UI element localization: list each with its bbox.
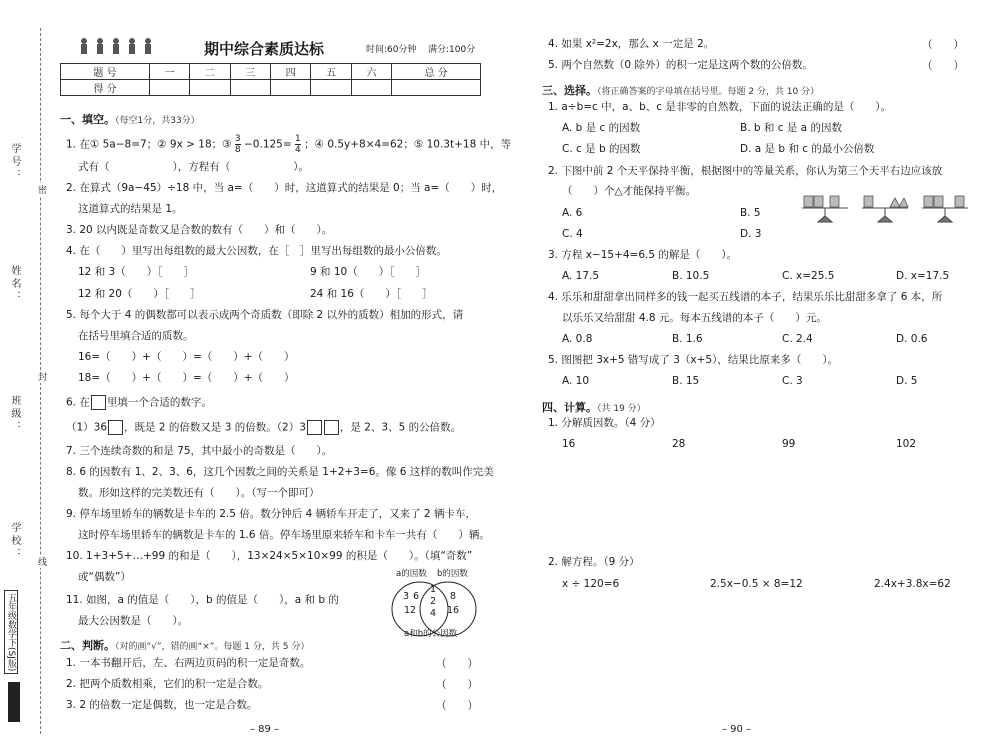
factor-number: 102 <box>896 438 917 450</box>
venn-value: 1 <box>430 584 437 595</box>
section-title: 一、填空。 <box>60 113 115 126</box>
section-2-heading <box>60 634 309 653</box>
page-number: – 90 – <box>722 724 752 735</box>
table-cell: 五 <box>311 64 351 80</box>
score-input-cell[interactable] <box>351 80 391 96</box>
question-6-line1 <box>66 395 212 410</box>
option-b[interactable]: B. 1.6 <box>672 333 703 345</box>
option-c[interactable]: C. 2.4 <box>782 333 813 345</box>
option-b[interactable]: B. 10.5 <box>672 270 710 282</box>
section-note: （共 19 分） <box>597 404 646 414</box>
option-a[interactable]: A. 10 <box>562 375 590 387</box>
seal-char-mi: 密 <box>36 185 46 194</box>
question-text: （1）36 <box>66 421 108 434</box>
school-label: 学校： <box>9 522 20 561</box>
question-text: 里填一个合适的数字。 <box>106 396 212 409</box>
answer-paren[interactable]: （ ） <box>436 679 478 691</box>
judge-question-4: 4. 如果 x²=2x，那么 x 一定是 2。 <box>548 38 715 50</box>
fraction-denominator: 4 <box>295 145 301 155</box>
score-input-cell[interactable] <box>190 80 230 96</box>
venn-value: 6 <box>413 591 420 602</box>
equation: 2.4x+3.8x=62 <box>874 578 951 590</box>
calc-question-2: 2. 解方程。（9 分） <box>548 556 640 568</box>
question-4-line1: 4. 在（ ）里写出每组数的最大公因数，在［ ］里写出每组数的最小公倍数。 <box>66 245 447 257</box>
page-number: – 89 – <box>250 724 280 735</box>
score-input-cell[interactable] <box>392 80 481 96</box>
option-b[interactable]: B. 15 <box>672 375 700 387</box>
question-5-line4: 18=（ ）+（ ）=（ ）+（ ） <box>78 372 295 384</box>
answer-box[interactable] <box>324 420 339 435</box>
answer-paren[interactable]: （ ） <box>922 60 964 72</box>
score-table <box>60 63 481 96</box>
option-b[interactable]: B. b 和 c 是 a 的因数 <box>740 122 842 134</box>
exam-score: 满分:100分 <box>428 45 476 55</box>
section-note: （每空1分，共33分） <box>115 116 200 126</box>
score-input-cell[interactable] <box>270 80 310 96</box>
option-d[interactable]: D. 0.6 <box>896 333 928 345</box>
venn-value: 3 <box>403 591 410 602</box>
table-cell: 四 <box>270 64 310 80</box>
class-label: 班级： <box>9 395 20 434</box>
choice-question-2-line2: （ ）个△才能保持平衡。 <box>562 185 697 197</box>
question-9-line2: 这时停车场里轿车的辆数是卡车的 1.6 倍。停车场里原来轿车和卡车一共有（ ）辆。 <box>78 529 490 541</box>
option-a[interactable]: A. 17.5 <box>562 270 600 282</box>
name-label: 姓名： <box>9 265 20 304</box>
answer-box[interactable] <box>108 420 123 435</box>
question-8-line1: 8. 6 的因数有 1、2、3、6，这几个因数之间的关系是 1+2+3=6。像 6 这样的数叫作完美 <box>66 466 494 478</box>
section-title: 三、选择。 <box>542 84 597 97</box>
choice-question-2-line1: 2. 下图中前 2 个天平保持平衡，根据图中的等量关系，你认为第三个天平右边应该放 <box>548 165 943 177</box>
choice-question-4-line2: 以乐乐又给甜甜 4.8 元。每本五线谱的本子（ ）元。 <box>562 312 827 324</box>
judge-question-2: 2. 把两个质数相乘，它们的积一定是合数。 <box>66 678 269 690</box>
venn-value: 16 <box>447 605 460 616</box>
option-c[interactable]: C. 3 <box>782 375 803 387</box>
section-3-heading <box>542 79 819 98</box>
question-6-line2 <box>66 420 461 435</box>
venn-label-a: a的因数 <box>396 569 427 579</box>
question-4-item: 24 和 16（ ）［ ］ <box>310 288 433 300</box>
judge-question-5: 5. 两个自然数（0 除外）的积一定是这两个数的公倍数。 <box>548 59 813 71</box>
section-title: 二、判断。 <box>60 639 115 652</box>
question-text: ；④ 0.5y+8×4=62；⑤ 10.3t+18 中，等 <box>304 138 512 151</box>
page-title: 期中综合素质达标 <box>204 40 325 58</box>
binding-margin <box>0 0 48 754</box>
section-title: 四、计算。 <box>542 401 597 414</box>
fraction-denominator: 8 <box>234 145 241 155</box>
factor-number: 16 <box>562 438 576 450</box>
option-d[interactable]: D. 3 <box>740 228 762 240</box>
question-2-line2: 这道算式的结果是 1。 <box>78 203 183 215</box>
question-4-item: 12 和 3（ ）［ ］ <box>78 266 194 278</box>
table-cell: 二 <box>190 64 230 80</box>
score-input-cell[interactable] <box>149 80 189 96</box>
calc-question-1: 1. 分解质因数。（4 分） <box>548 417 661 429</box>
fraction <box>295 134 301 155</box>
fraction-numerator: 1 <box>295 134 301 144</box>
option-d[interactable]: D. 5 <box>896 375 918 387</box>
fraction <box>235 134 241 155</box>
table-cell: 三 <box>230 64 270 80</box>
question-7: 7. 三个连续奇数的和是 75，其中最小的奇数是（ ）。 <box>66 445 333 457</box>
choice-question-5: 5. 图图把 3x+5 错写成了 3（x+5），结果比原来多（ ）。 <box>548 354 839 366</box>
question-text: 1. 在① 5a−8=7；② 9x > 18；③ <box>66 138 232 151</box>
choice-question-3: 3. 方程 x−15+4=6.5 的解是（ ）。 <box>548 249 738 261</box>
question-10-line2: 或“偶数”） <box>78 571 131 583</box>
question-11-line2: 最大公因数是（ ）。 <box>78 615 189 627</box>
section-note: （对的画“√”，错的画“×”。每题 1 分，共 5 分） <box>115 642 310 652</box>
student-number-label: 学号： <box>9 143 20 182</box>
section-note: （将正确答案的字母填在括号里。每题 2 分，共 10 分） <box>597 87 820 97</box>
option-d[interactable]: D. x=17.5 <box>896 270 950 282</box>
venn-label-b: b的因数 <box>437 569 468 579</box>
exam-time: 时间:60分钟 <box>366 45 417 55</box>
choice-question-4-line1: 4. 乐乐和甜甜拿出同样多的钱一起买五线谱的本子，结果乐乐比甜甜多拿了 6 本，所 <box>548 291 943 303</box>
venn-value: 2 <box>430 596 437 607</box>
venn-value: 12 <box>404 605 417 616</box>
question-5-line2: 在括号里填合适的质数。 <box>78 330 194 342</box>
venn-value: 4 <box>430 608 437 619</box>
table-cell: 得 分 <box>61 80 150 96</box>
answer-box[interactable] <box>91 395 106 410</box>
option-c[interactable]: C. c 是 b 的因数 <box>562 143 641 155</box>
question-text: ，是 2、3、5 的公倍数。 <box>339 421 462 434</box>
option-b[interactable]: B. 5 <box>740 207 761 219</box>
equation: x ÷ 120=6 <box>562 578 620 590</box>
option-a[interactable]: A. 0.8 <box>562 333 593 345</box>
option-a[interactable]: A. 6 <box>562 207 583 219</box>
publisher-logo <box>8 682 20 722</box>
factor-number: 99 <box>782 438 796 450</box>
option-c[interactable]: C. x=25.5 <box>782 270 835 282</box>
score-input-cell[interactable] <box>230 80 270 96</box>
question-4-item: 12 和 20（ ）［ ］ <box>78 288 201 300</box>
venn-label-common: a和b的公因数 <box>404 629 458 639</box>
score-input-cell[interactable] <box>311 80 351 96</box>
question-8-line2: 数。形如这样的完美数还有（ ）。（写一个即可） <box>78 487 320 499</box>
table-cell: 一 <box>149 64 189 80</box>
answer-paren[interactable]: （ ） <box>436 700 478 712</box>
seal-char-feng: 封 <box>36 372 46 381</box>
option-a[interactable]: A. b 是 c 的因数 <box>562 122 641 134</box>
question-4-item: 9 和 10（ ）［ ］ <box>310 266 426 278</box>
section-4-heading <box>542 396 646 415</box>
choice-question-1: 1. a÷b=c 中，a、b、c 是非零的自然数，下面的说法正确的是（ ）。 <box>548 101 892 113</box>
option-d[interactable]: D. a 是 b 和 c 的最小公倍数 <box>740 143 875 155</box>
score-table-score-row <box>61 80 481 96</box>
question-5-line3: 16=（ ）+（ ）=（ ）+（ ） <box>78 351 295 363</box>
answer-paren[interactable]: （ ） <box>922 39 964 51</box>
question-text: ，既是 2 的倍数又是 3 的倍数。（2）3 <box>124 421 306 434</box>
section-1-heading <box>60 108 200 127</box>
question-2-line1: 2. 在算式（9a−45）÷18 中，当 a=（ ）时，这道算式的结果是 0；当 a=（ ）时， <box>66 182 503 194</box>
answer-paren[interactable]: （ ） <box>436 658 478 670</box>
question-11-line1: 11. 如图，a 的值是（ ），b 的值是（ ），a 和 b 的 <box>66 594 339 606</box>
option-c[interactable]: C. 4 <box>562 228 583 240</box>
question-10-line1: 10. 1+3+5+…+99 的和是（ ），13×24×5×10×99 的积是（ ）。（填“奇数” <box>66 550 473 562</box>
table-cell: 题 号 <box>61 64 150 80</box>
question-5-line1: 5. 每个大于 4 的偶数都可以表示成两个奇质数（即除 2 以外的质数）相加的形式，请 <box>66 309 464 321</box>
question-text: −0.125= <box>244 138 292 151</box>
kids-decoration-icon <box>76 36 156 58</box>
judge-question-1: 1. 一本书翻开后，左、右两边页码的积一定是奇数。 <box>66 657 311 669</box>
score-table-header-row <box>61 64 481 80</box>
balance-scales-figure <box>800 188 970 224</box>
question-1-line2: 式有（ ），方程有（ ）。 <box>78 161 309 173</box>
right-page <box>500 0 1000 754</box>
book-label: 五年级数学下(SJ版) <box>4 590 18 674</box>
question-9-line1: 9. 停车场里轿车的辆数是卡车的 2.5 倍。数分钟后 4 辆轿车开走了，又来了 2 辆卡车， <box>66 508 476 520</box>
seal-char-xian: 线 <box>36 557 46 566</box>
table-cell: 总 分 <box>392 64 481 80</box>
fraction-numerator: 3 <box>234 134 241 144</box>
answer-box[interactable] <box>307 420 322 435</box>
factor-number: 28 <box>672 438 686 450</box>
judge-question-3: 3. 2 的倍数一定是偶数，也一定是合数。 <box>66 699 258 711</box>
equation: 2.5x−0.5 × 8=12 <box>710 578 803 590</box>
venn-value: 8 <box>450 591 457 602</box>
question-3: 3. 20 以内既是奇数又是合数的数有（ ）和（ ）。 <box>66 224 333 236</box>
table-cell: 六 <box>351 64 391 80</box>
question-text: 6. 在 <box>66 396 90 409</box>
question-1-line1 <box>66 134 511 155</box>
